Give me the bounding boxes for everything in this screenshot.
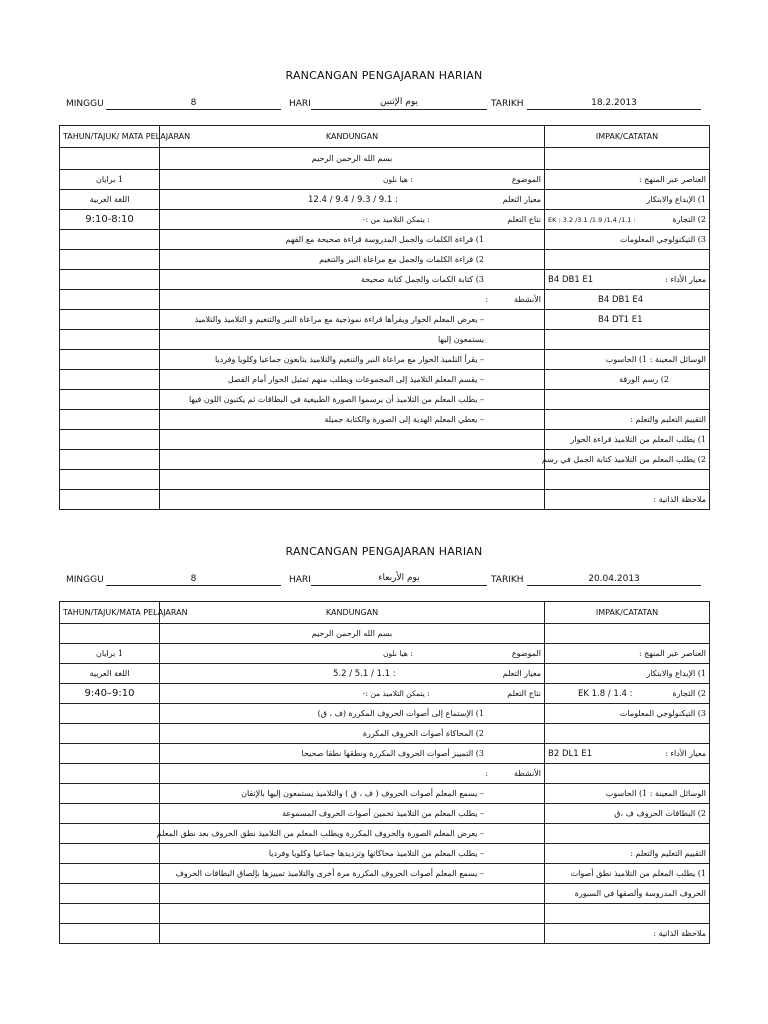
table-row <box>60 410 710 430</box>
table-row <box>60 210 710 230</box>
table-row <box>60 724 710 744</box>
table-row <box>60 170 710 190</box>
tarikh-value: 18.2.2013 <box>591 98 637 108</box>
table-header-row <box>60 602 710 624</box>
table-row <box>60 430 710 450</box>
table-row <box>60 250 710 270</box>
evaluation-2: 2) يطلب المعلم من التلاميذ كتابة الجمل في رسم <box>545 450 710 470</box>
table-row <box>60 190 710 210</box>
table-row <box>60 704 710 724</box>
activity-3: – يقسم المعلم التلاميذ إلى المجموعات ويطلب منهم تمثيل الحوار أمام الفصل <box>160 370 545 390</box>
tarikh-value: 20.04.2013 <box>588 574 640 584</box>
plan-title: RANCANGAN PENGAJARAN HARIAN <box>285 69 483 82</box>
content-item-2: 2) المحاكاة أصوات الحروف المكررة <box>160 724 545 744</box>
table-row <box>60 624 710 644</box>
table-row <box>60 310 710 330</box>
content-item-1: 1) قراءة الكلمات والجمل المدروسة قراءة صحيحة مع الفهم <box>160 230 545 250</box>
content-item-3: 3) كتابة الكمات والجمل كتابة صحيحة <box>160 270 545 290</box>
activity-1: – يسمع المعلم أصوات الحروف ( ف ، ق ) والتلاميذ يستمعون إليها بالإتقان <box>160 784 545 804</box>
tarikh-line <box>527 109 701 110</box>
table-row <box>60 470 710 490</box>
table-row <box>60 230 710 250</box>
header-tahun: TAHUN/TAJUK/MATA PELAJARAN <box>60 602 160 624</box>
table-row: الأنشطة : <box>60 764 710 784</box>
activity-4: – يطلب المعلم من التلاميذ محاكاتها وترديدها جماعيا وكلويا وفرديا <box>160 844 545 864</box>
standard-value: 5.2 / 5.1 / 1.1 : <box>333 668 396 679</box>
activity-3: – يعرض المعلم الصورة والحروف المكررة ويطلب المعلم من التلاميذ نطق الحروف بعد نطق المعلم <box>160 824 545 844</box>
minggu-label: MINGGU <box>66 99 104 109</box>
activities-label: الأنشطة <box>514 295 541 304</box>
element-3: 3) التيكنولوجي المعلومات <box>545 704 710 724</box>
tarikh-line <box>527 585 701 586</box>
table-row <box>60 270 710 290</box>
performance-1: B4 DB1 E1 <box>548 274 594 285</box>
table-row <box>60 148 710 170</box>
minggu-value: 8 <box>190 574 197 584</box>
element-1: 1) الإبداع والابتكار <box>545 190 710 210</box>
evaluation-1: 1) يطلب المعلم من التلاميذ نطق أصوات <box>545 864 710 884</box>
content-item-1: 1) الإستماع إلى أصوات الحروف المكررة (ف ، ق) <box>160 704 545 724</box>
reflection-label: ملاحظة الذاتية : <box>545 490 710 510</box>
plan-title: RANCANGAN PENGAJARAN HARIAN <box>285 545 483 558</box>
hari-line <box>311 109 487 110</box>
tarikh-label: TARIKH <box>491 99 524 109</box>
table-row <box>60 684 710 704</box>
topic-value: : هيا نلون <box>383 649 413 658</box>
topic-value: : هيا نلون <box>383 175 413 184</box>
class-name: 1 برايان <box>60 170 160 190</box>
evaluation-2: الحروف المدروسة وألصقها في السبورة <box>545 884 710 904</box>
lesson-time: 9:10-8:10 <box>60 210 160 230</box>
activity-4: – يطلب المعلم من التلاميذ أن يرسموا الصورة الطبيعية في البطاقات ثم يكتبون اللون فيها <box>160 390 545 410</box>
outcome-label: نتاج التعلم <box>507 689 541 698</box>
subject: اللغة العربية <box>60 664 160 684</box>
aid-2: 2) البطاقات الحروف ف ،ق <box>545 804 710 824</box>
outcome-value: : يتمكن التلاميذ من :- <box>363 215 430 224</box>
lesson-time: 9:40–9:10 <box>60 684 160 704</box>
activity-1: – يعرض المعلم الحوار ويقرأها قراءة نموذجية مع مراعاة النبر والتنغيم و التلاميذ والتلاميذ <box>160 310 545 330</box>
plan-header <box>0 573 768 589</box>
table-row: الأنشطة : B4 DB1 E4 <box>60 290 710 310</box>
activity-2: – يطلب المعلم من التلاميذ تخمين أصوات الحروف المسموعة <box>160 804 545 824</box>
minggu-value: 8 <box>190 98 197 108</box>
table-row <box>60 904 710 924</box>
standard-label: معيار التعلم <box>502 669 541 678</box>
subject: اللغة العربية <box>60 190 160 210</box>
elements-label: العناصر عبر المنهج : <box>545 644 710 664</box>
hari-value: يوم الإثنين <box>379 97 418 107</box>
table-row <box>60 450 710 470</box>
activities-label: الأنشطة <box>514 769 541 778</box>
aid-2: 2) رسم الورقة <box>545 370 710 390</box>
class-name: 1 برايان <box>60 644 160 664</box>
reflection-label: ملاحظة الذاتية : <box>545 924 710 944</box>
aid-1: الوسائل المعينة : 1) الحاسوب <box>545 784 710 804</box>
table-row <box>60 804 710 824</box>
evaluation-label: التقييم التعليم والتعلم : <box>545 410 710 430</box>
activity-5: – يعطي المعلم الهدية إلى الصورة والكتابة جميلة <box>160 410 545 430</box>
hari-label: HARI <box>289 575 311 585</box>
hari-label: HARI <box>289 99 311 109</box>
performance-3: B4 DT1 E1 <box>598 314 643 325</box>
evaluation-1: 1) يطلب المعلم من التلاميذ قراءة الحوار <box>545 430 710 450</box>
performance-label: معيار الأداء : <box>665 749 706 758</box>
table-row <box>60 884 710 904</box>
table-row <box>60 370 710 390</box>
topic-label: الموضوع <box>511 649 541 658</box>
table-row <box>60 490 710 510</box>
evaluation-label: التقييم التعليم والتعلم : <box>545 844 710 864</box>
table-row <box>60 664 710 684</box>
element-ek: EK 1.8 / 1.4 : <box>578 688 633 699</box>
topic-label: الموضوع <box>511 175 541 184</box>
table-header-row <box>60 126 710 148</box>
plan-table <box>59 125 710 510</box>
table-row <box>60 644 710 664</box>
element-ek: EK : 3.2 /3.1 /1.9 /1.4 /1.1 : <box>548 215 636 224</box>
minggu-line <box>106 585 281 586</box>
tarikh-label: TARIKH <box>491 575 524 585</box>
aid-1: الوسائل المعينة : 1) الحاسوب <box>545 350 710 370</box>
minggu-line <box>106 109 281 110</box>
hari-value: يوم الأربعاء <box>378 573 420 583</box>
standard-value: 12.4 / 9.4 / 9.3 / 9.1 : <box>308 194 398 205</box>
table-row <box>60 784 710 804</box>
table-row <box>60 390 710 410</box>
header-impak: IMPAK/CATATAN <box>545 602 710 624</box>
performance-1: B2 DL1 E1 <box>548 748 593 759</box>
table-row <box>60 864 710 884</box>
minggu-label: MINGGU <box>66 575 104 585</box>
header-tahun: TAHUN/TAJUK/ MATA PELAJARAN <box>60 126 160 148</box>
header-kandungan: KANDUNGAN <box>160 126 545 148</box>
plan-table <box>59 601 710 944</box>
table-row <box>60 744 710 764</box>
element-3: 3) التيكنولوجي المعلومات <box>545 230 710 250</box>
outcome-value: : يتمكن التلاميذ من :- <box>363 689 430 698</box>
bismillah: بسم الله الرحمن الرحيم <box>160 148 545 170</box>
header-kandungan: KANDUNGAN <box>160 602 545 624</box>
bismillah: بسم الله الرحمن الرحيم <box>160 624 545 644</box>
content-item-3: 3) التمييز أصوات الحروف المكررة ونطقها نطقا صحيحا <box>160 744 545 764</box>
element-1: 1) الإبداع والابتكار <box>545 664 710 684</box>
outcome-label: نتاج التعلم <box>507 215 541 224</box>
content-item-2: 2) قراءة الكلمات والجمل مع مراعاة النبر والتنغيم <box>160 250 545 270</box>
performance-label: معيار الأداء : <box>665 275 706 284</box>
plan-header <box>0 97 768 113</box>
activity-2: – يقرأ التلميذ الحوار مع مراعاة النبر والتنغيم والتلاميذ يتابعون جماعيا وكلويا وفرديا <box>160 350 545 370</box>
standard-label: معيار التعلم <box>502 195 541 204</box>
performance-2: B4 DB1 E4 <box>598 294 644 305</box>
activity-1-cont: يستمعون إليها <box>160 330 545 350</box>
hari-line <box>311 585 487 586</box>
table-row <box>60 924 710 944</box>
header-impak: IMPAK/CATATAN <box>545 126 710 148</box>
table-row <box>60 330 710 350</box>
table-row <box>60 824 710 844</box>
element-2: 2) التجارة <box>672 215 706 224</box>
table-row <box>60 350 710 370</box>
activity-5: – يسمع المعلم أصوات الحروف المكررة مرة أخرى والتلاميذ تمييزها بإلصاق البطاقات الحروف <box>160 864 545 884</box>
elements-label: العناصر عبر المنهج : <box>545 170 710 190</box>
table-row <box>60 844 710 864</box>
element-2: 2) التجارة <box>672 689 706 698</box>
